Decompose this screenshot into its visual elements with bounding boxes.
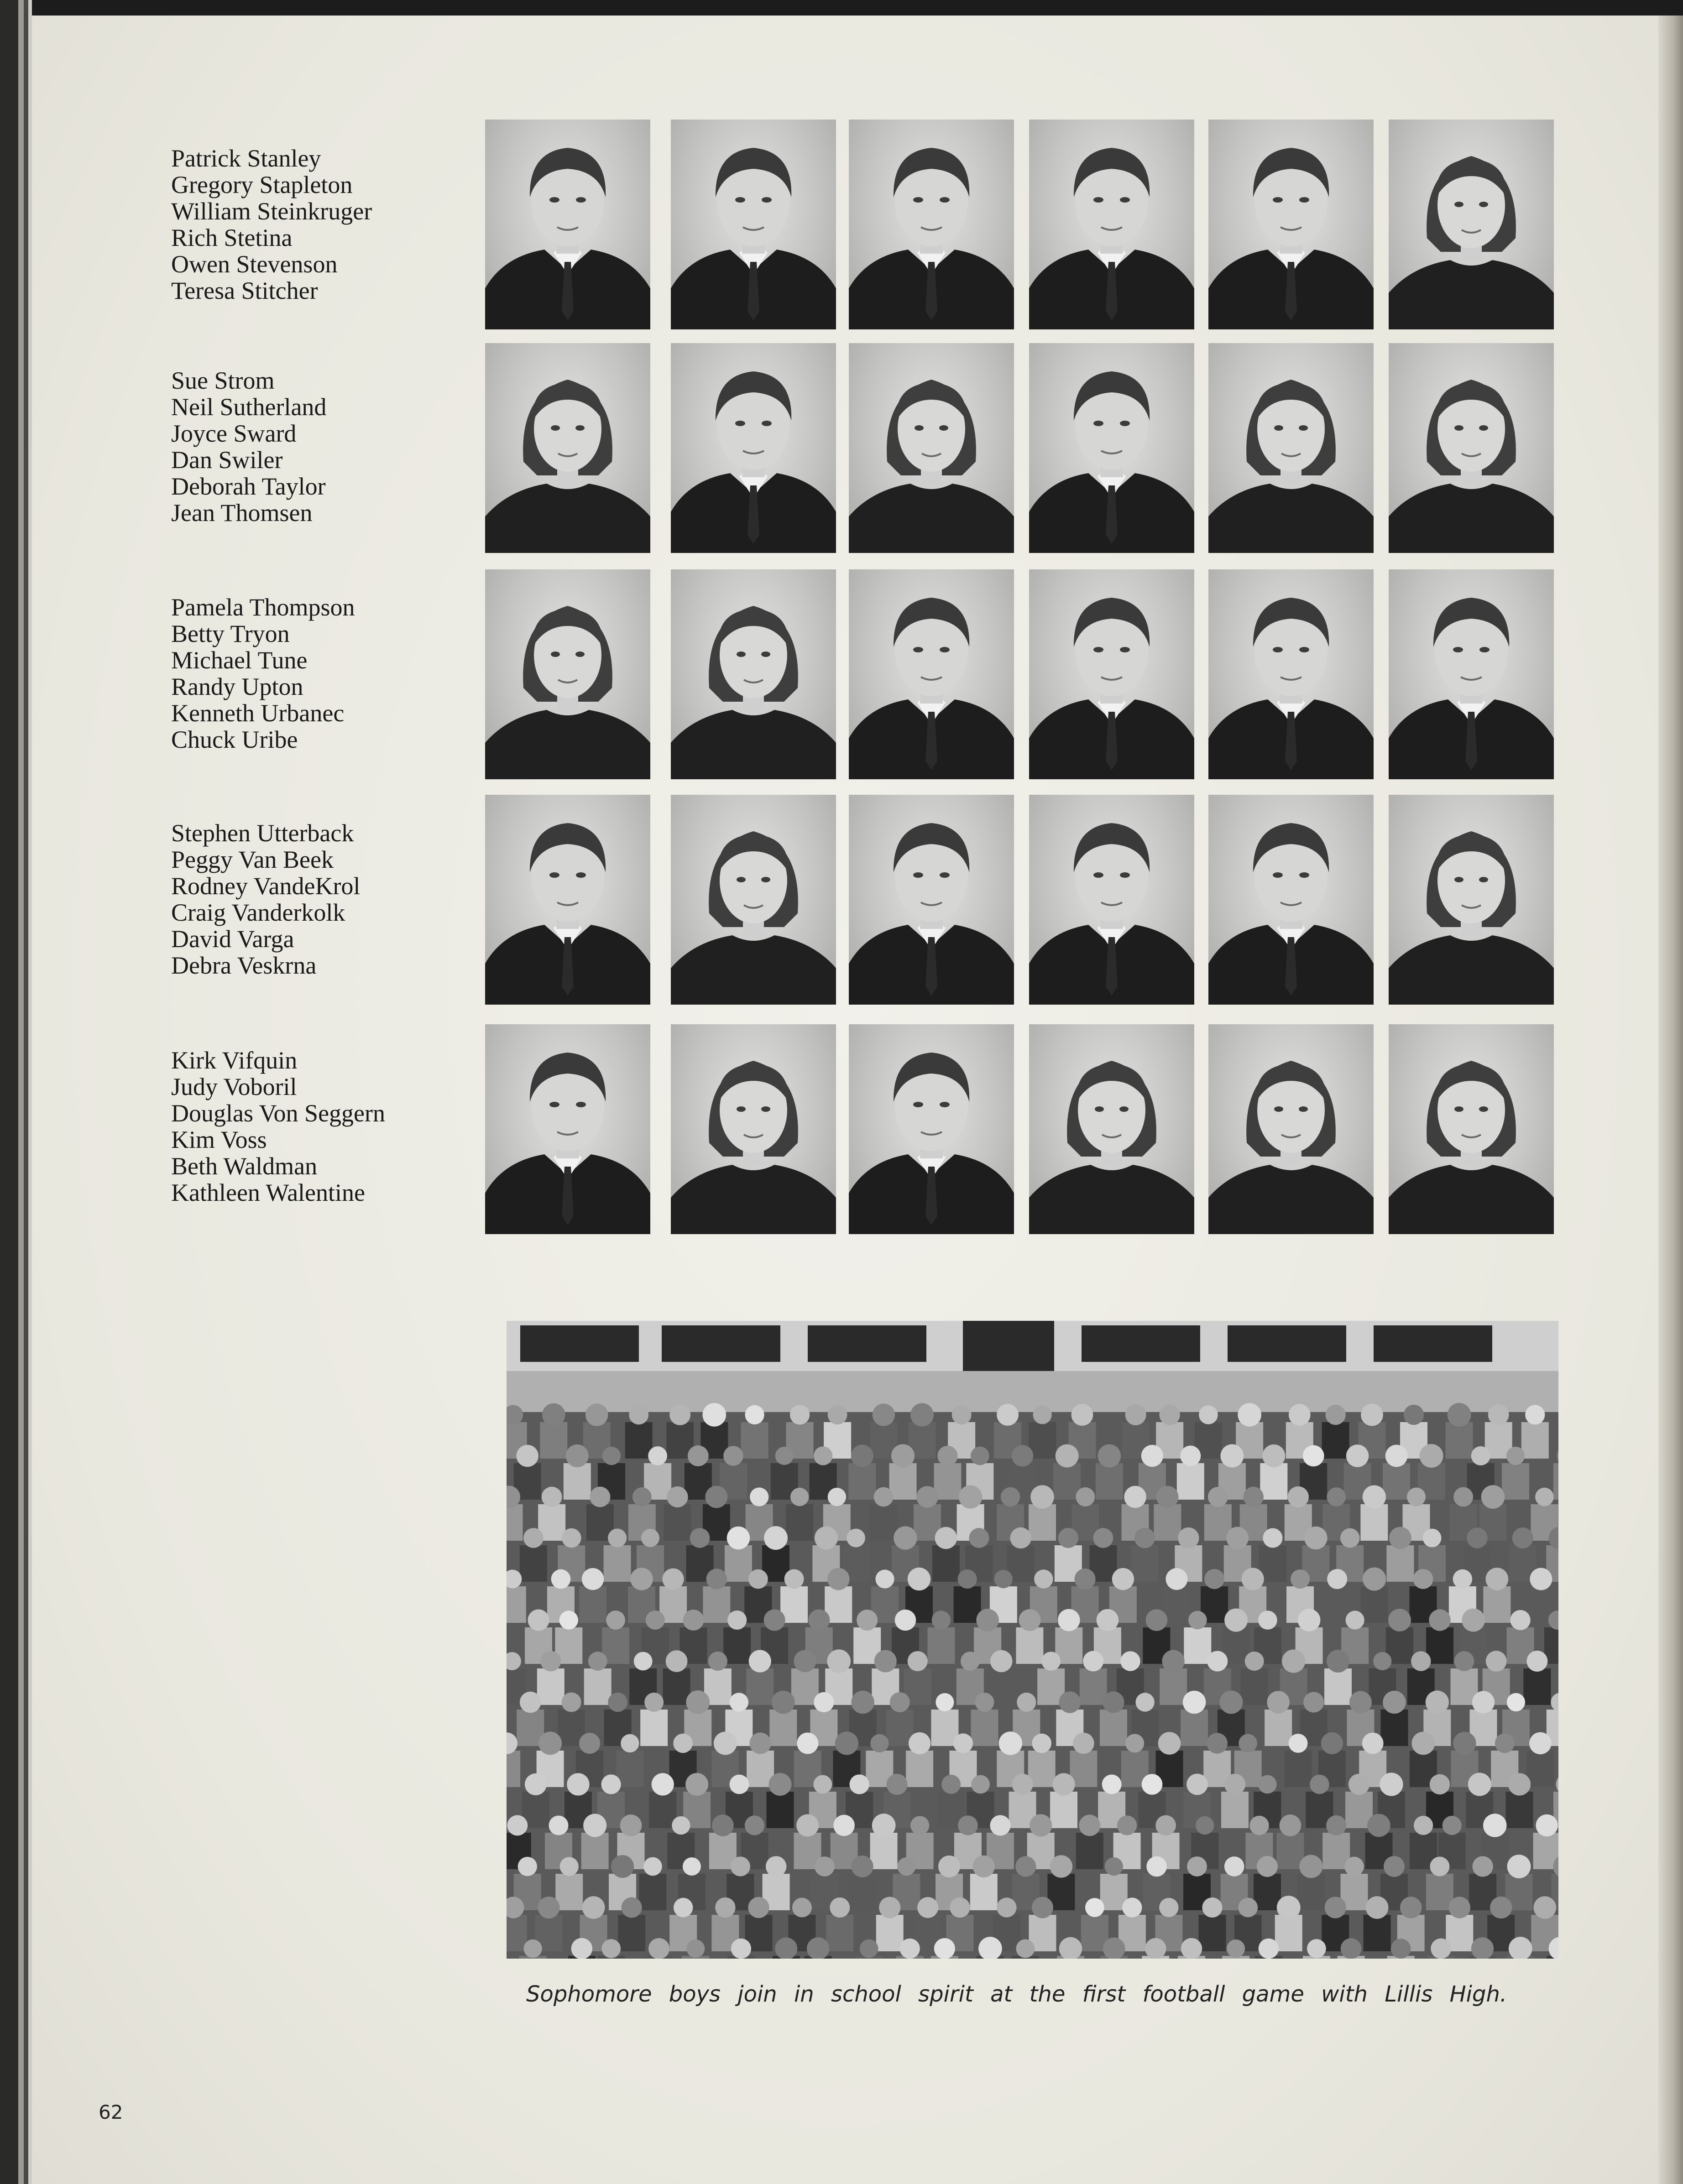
portrait-photo [849, 120, 1014, 329]
student-name: Betty Tryon [171, 620, 290, 647]
student-name: Chuck Uribe [171, 726, 298, 753]
portrait-photo [1029, 795, 1194, 1005]
portrait-photo [485, 795, 650, 1005]
portrait-photo [1208, 343, 1374, 553]
student-name: Kathleen Walentine [171, 1179, 365, 1206]
portrait-photo [1389, 343, 1554, 553]
student-name: Stephen Utterback [171, 819, 354, 847]
student-name: Joyce Sward [171, 420, 297, 447]
portrait-photo [1389, 795, 1554, 1005]
student-name: Deborah Taylor [171, 473, 326, 500]
portrait-photo [1208, 569, 1374, 779]
student-name: Patrick Stanley [171, 145, 321, 172]
student-name: David Varga [171, 925, 294, 953]
student-name: Teresa Stitcher [171, 277, 318, 304]
portrait-photo [1029, 569, 1194, 779]
student-name: Rich Stetina [171, 224, 293, 251]
name-list-row-2 [171, 367, 500, 526]
student-name: Judy Voboril [171, 1073, 297, 1100]
student-name: Douglas Von Seggern [171, 1100, 385, 1127]
name-list-row-4 [171, 820, 500, 979]
book-spine [0, 0, 18, 2184]
student-name: William Steinkruger [171, 198, 372, 225]
student-name: Owen Stevenson [171, 250, 338, 278]
page-gutter [28, 0, 32, 2184]
student-name: Kim Voss [171, 1126, 267, 1153]
portrait-photo [1208, 1024, 1374, 1234]
photo-caption: Sophomore boys join in school spirit at the first football game with Lillis High. [526, 1981, 1507, 2007]
student-name: Sue Strom [171, 367, 275, 394]
stadium-crowd-photo [507, 1321, 1558, 1959]
student-name: Kenneth Urbanec [171, 699, 345, 727]
portrait-photo [671, 343, 836, 553]
portrait-photo [485, 120, 650, 329]
portrait-photo [849, 343, 1014, 553]
student-name: Beth Waldman [171, 1152, 318, 1180]
name-list-row-5 [171, 1047, 500, 1206]
book-spine-shadow [24, 0, 28, 2184]
portrait-photo [1389, 1024, 1554, 1234]
portrait-photo [849, 795, 1014, 1005]
name-list-row-1 [171, 145, 500, 304]
portrait-photo [671, 569, 836, 779]
portrait-photo [849, 1024, 1014, 1234]
student-name: Rodney VandeKrol [171, 872, 361, 900]
portrait-photo [1389, 569, 1554, 779]
student-name: Gregory Stapleton [171, 171, 353, 198]
book-spine-highlight [18, 0, 24, 2184]
portrait-photo [849, 569, 1014, 779]
page-right-edge [1658, 16, 1683, 2184]
portrait-photo [485, 343, 650, 553]
scan-top-edge [0, 0, 1683, 16]
name-list-row-3 [171, 594, 500, 753]
student-name: Dan Swiler [171, 446, 283, 474]
portrait-photo [1029, 120, 1194, 329]
student-name: Craig Vanderkolk [171, 899, 345, 926]
portrait-photo [671, 795, 836, 1005]
student-name: Randy Upton [171, 673, 303, 700]
page-number: 62 [99, 2101, 123, 2123]
portrait-photo [1029, 343, 1194, 553]
student-name: Michael Tune [171, 646, 308, 674]
portrait-photo [485, 1024, 650, 1234]
portrait-photo [485, 569, 650, 779]
portrait-photo [671, 120, 836, 329]
student-name: Jean Thomsen [171, 499, 313, 526]
student-name: Debra Veskrna [171, 952, 317, 979]
portrait-photo [1208, 795, 1374, 1005]
student-name: Peggy Van Beek [171, 846, 334, 873]
student-name: Neil Sutherland [171, 393, 327, 421]
portrait-photo [1389, 120, 1554, 329]
portrait-photo [671, 1024, 836, 1234]
student-name: Pamela Thompson [171, 594, 355, 621]
student-name: Kirk Vifquin [171, 1047, 298, 1074]
portrait-photo [1208, 120, 1374, 329]
portrait-photo [1029, 1024, 1194, 1234]
